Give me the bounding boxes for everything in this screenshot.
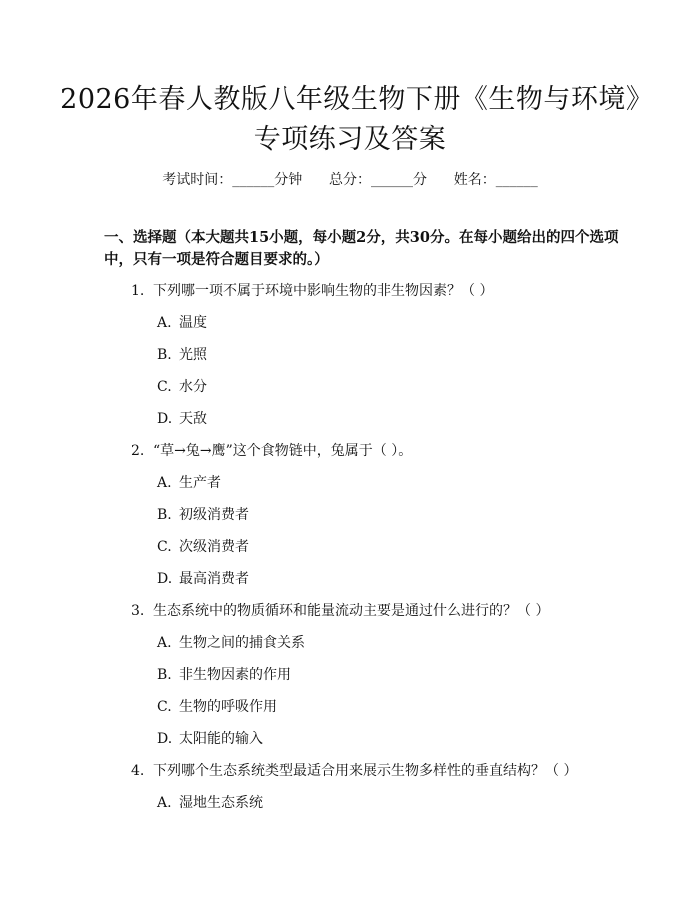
- option-text: 次级消费者: [179, 539, 249, 555]
- option-letter: A.: [157, 475, 172, 491]
- option-text: 初级消费者: [179, 507, 249, 523]
- question-4: [131, 761, 651, 781]
- option-1c: [157, 377, 207, 397]
- option-2d: [157, 569, 249, 589]
- option-text: 非生物因素的作用: [179, 667, 291, 683]
- option-letter: D.: [157, 571, 173, 587]
- option-letter: B.: [157, 667, 172, 683]
- option-text: 光照: [179, 347, 207, 363]
- option-letter: C.: [157, 379, 172, 395]
- question-text: 生态系统中的物质循环和能量流动主要是通过什么进行的？（ ）: [153, 603, 550, 619]
- option-letter: B.: [157, 507, 172, 523]
- option-text: 湿地生态系统: [179, 795, 263, 811]
- question-3: [131, 601, 651, 621]
- exam-info-line: 考试时间：______分钟 总分：______分 姓名：______: [162, 172, 538, 188]
- option-2c: [157, 537, 249, 557]
- option-1a: [157, 313, 207, 333]
- option-letter: D.: [157, 411, 173, 427]
- option-1d: [157, 409, 207, 429]
- option-2b: [157, 505, 249, 525]
- option-letter: C.: [157, 699, 172, 715]
- option-text: 天敌: [179, 411, 207, 427]
- option-letter: A.: [157, 315, 172, 331]
- question-number: 1.: [131, 283, 145, 299]
- option-1b: [157, 345, 207, 365]
- option-text: 水分: [179, 379, 207, 395]
- question-number: 4.: [131, 763, 145, 779]
- option-text: 最高消费者: [179, 571, 249, 587]
- question-2: [131, 441, 651, 461]
- option-letter: A.: [157, 635, 172, 651]
- question-number: 3.: [131, 603, 145, 619]
- option-2a: [157, 473, 221, 493]
- document-title: 2026年春人教版八年级生物下册《生物与环境》专项练习及答案: [60, 84, 640, 155]
- section-heading: 一、选择题（本大题共15小题，每小题2分，共30分。在每小题给出的四个选项中，只有一项是符合题目要求的。）: [104, 229, 619, 268]
- option-text: 温度: [179, 315, 207, 331]
- option-letter: B.: [157, 347, 172, 363]
- option-4a: [157, 793, 263, 813]
- option-letter: A.: [157, 795, 172, 811]
- question-1: [131, 281, 651, 301]
- question-text: “草→兔→鹰”这个食物链中，兔属于（ ）。: [153, 443, 413, 459]
- question-text: 下列哪一项不属于环境中影响生物的非生物因素？（ ）: [153, 283, 494, 299]
- option-3b: [157, 665, 291, 685]
- question-text: 下列哪个生态系统类型最适合用来展示生物多样性的垂直结构？（ ）: [153, 763, 578, 779]
- option-text: 生物的呼吸作用: [179, 699, 277, 715]
- option-letter: D.: [157, 731, 173, 747]
- option-3d: [157, 729, 263, 749]
- option-text: 生产者: [179, 475, 221, 491]
- option-text: 太阳能的输入: [179, 731, 263, 747]
- option-3a: [157, 633, 305, 653]
- option-letter: C.: [157, 539, 172, 555]
- question-number: 2.: [131, 443, 145, 459]
- option-3c: [157, 697, 277, 717]
- option-text: 生物之间的捕食关系: [179, 635, 305, 651]
